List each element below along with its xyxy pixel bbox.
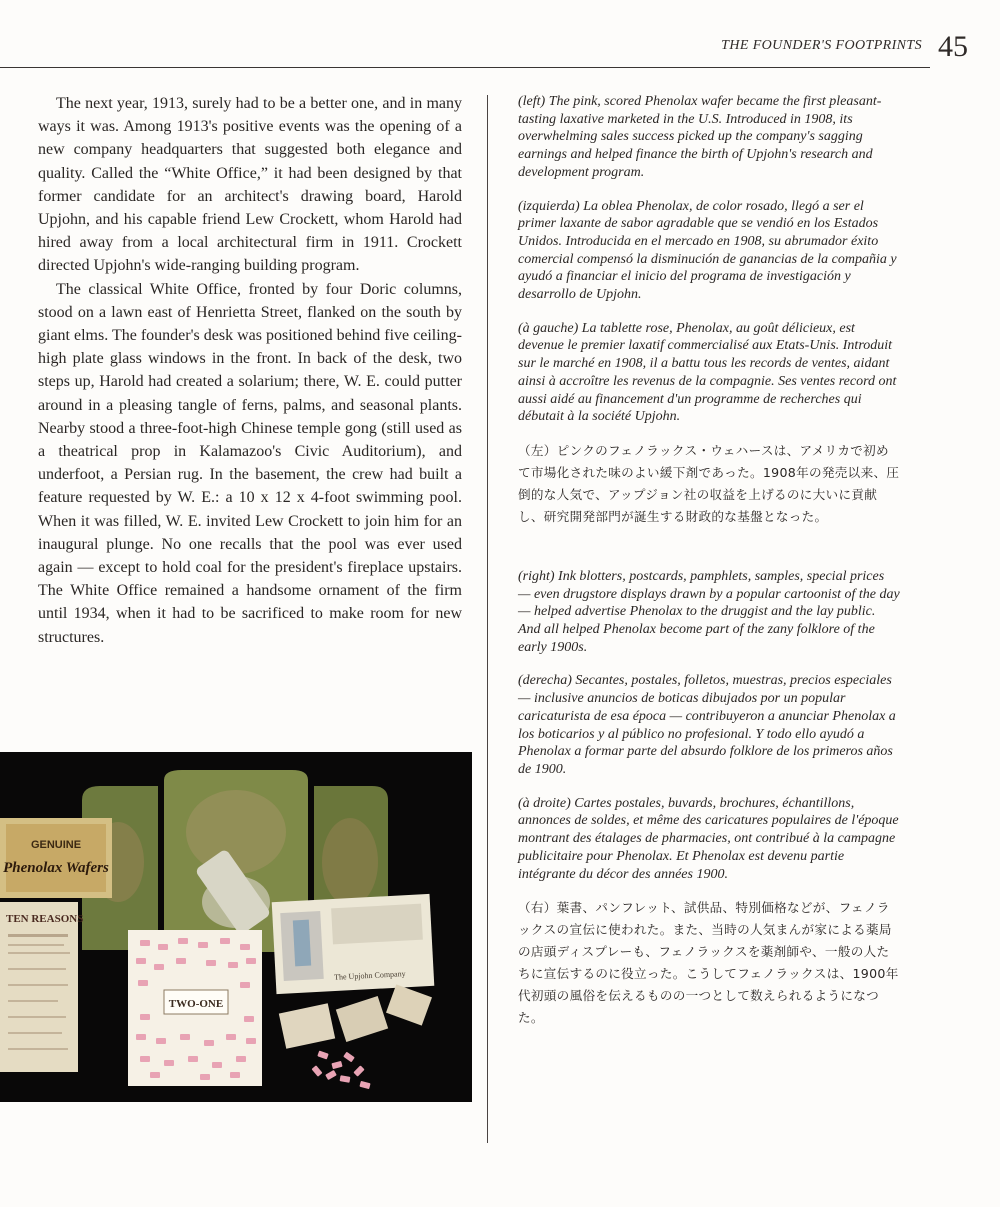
- phenolax-tin-lid: [0, 818, 112, 898]
- tin-label-top: GENUINE: [30, 839, 82, 851]
- caption-right-fr: (à droite) Cartes postales, buvards, brochures, échantillons, annonces de soldes, et même des caricatures populaires de l'époque montrant des étalages de pharmacies, ont contribué à la campagne publicitaire pour Phenolax. Et Phenolax est devenu partie intégrante du décor des années 1900.: [518, 795, 899, 882]
- body-paragraph: The classical White Office, fronted by four Doric columns, stood on a lawn east of Henrietta Street, flanked on the south by giant elms. The founder's desk was positioned behind five ceiling-high plate glass windows in the front. In back of the desk, two steps up, Harold had created a solarium; there, W. E. could putter around in a pleasing tangle of ferns, palms, and seasonal plants. Nearby stood a three-foot-high Chinese temple gong (still used as a theatrical prop in Kalamazoo's Civic Auditorium), and underfoot, a Persian rug. In the basement, the crew had built a feature requested by W. E.: a 10 x 12 x 4-foot swimming pool. When it was filled, W. E. invited Lew Crockett to join him for an inaugural plunge. No one recalls that the pool was ever used again — except to hold coal for the president's fireplace upstairs. The White Office remained a handsome ornament of the firm until 1934, when it had to be sacrificed to make room for new structures.: [38, 280, 462, 646]
- caption-left-fr: (à gauche) La tablette rose, Phenolax, au goût délicieux, est devenue le premier laxatif commercialisé aux Etats-Unis. Introduit sur le marché en 1908, il a battu tous les records de ventes, aidant ainsi à accroître les revenus de la compagnie. Ses ventes record ont aussi aidé au financement d'un programme de recherches qui débutait à la société Upjohn.: [518, 320, 897, 425]
- card-label: TWO-ONE: [168, 998, 224, 1010]
- blotter-caption: The Upjohn Company: [333, 969, 406, 982]
- caption-left-jp: （左）ピンクのフェノラックス・ウェハースは、アメリカで初めて市場化された味のよい緩下剤であった。1908年の発売以来、圧倒的な人気で、アップジョン社の収益を上げるのに大いに貢献し、研究開発部門が誕生する財政的な基盤となった。: [518, 442, 900, 524]
- caption-right-es: (derecha) Secantes, postales, folletos, muestras, precios especiales — inclusive anuncios de boticas dibujados por un popular caricaturista de esa época — contribuyeron a anunciar Phenolax a los boticarios y al público no profesional. Y todo ello ayudó a Phenolax a formar parte del absurdo folklore de los primeros años de 1900.: [518, 673, 896, 777]
- phenolax-ephemera-photo: [0, 752, 472, 1102]
- caption-right-jp: （右）葉書、パンフレット、試供品、特別価格などが、フェノラックスの宣伝に使われた。また、当時の人気まんが家による薬局の店頭ディスプレーも、フェノラックスを薬剤師や、一般の人たちに宣伝するのに役立った。こうしてフェノラックスは、1900年代初頭の風俗を伝えるものの一つとして数えられるようになつた。: [518, 900, 899, 1026]
- wafer-sample-card: [128, 930, 262, 1086]
- body-paragraph: The next year, 1913, surely had to be a better one, and in many ways it was. Among 1913's positive events was the opening of a new company headquarters that suggested both elegance and quality. Called the “White Office,” it had been designed by that former candidate for an architect's drawing board, Harold Upjohn, and his capable friend Lew Crockett, whom Harold had hired away from a local architectural firm in 1911. Crockett directed Upjohn's wide-ranging building program.: [38, 95, 462, 275]
- ink-blotter: [272, 894, 435, 994]
- caption-left-en: (left) The pink, scored Phenolax wafer became the first pleasant-tasting laxative marketed in the U.S. Introduced in 1908, its overwhelming sales success picked up the company's sagging earnings and helped finance the birth of Upjohn's research and development program.: [518, 94, 882, 180]
- caption-left-es: (izquierda) La oblea Phenolax, de color rosado, llegó a ser el primer laxante de sabor agradable que se vendió en los Estados Unidos. Introducida en el mercado en 1908, su abrumador éxito comercial compensó la disminución de ganancias de la compañia y ayudó a financiar el inicio del programa de investigación y desarrollo de Upjohn.: [518, 198, 897, 303]
- pamphlet-title: TEN REASONS: [6, 913, 84, 925]
- page-number: 45: [938, 30, 968, 63]
- tin-label: Phenolax Wafers: [3, 860, 109, 876]
- column-divider: [487, 95, 488, 1143]
- captions-column: [518, 93, 900, 1029]
- body-text-column: [38, 92, 462, 649]
- running-head: THE FOUNDER'S FOOTPRINTS: [721, 38, 922, 53]
- header-rule: [0, 67, 930, 68]
- caption-right-en: (right) Ink blotters, postcards, pamphlets, samples, special prices — even drugstore displays drawn by a popular cartoonist of the day — helped advertise Phenolax to the druggist and the lay public. And all helped Phenolax become part of the zany folklore of the early 1900s.: [518, 568, 900, 655]
- ten-reasons-pamphlet: [0, 902, 83, 1072]
